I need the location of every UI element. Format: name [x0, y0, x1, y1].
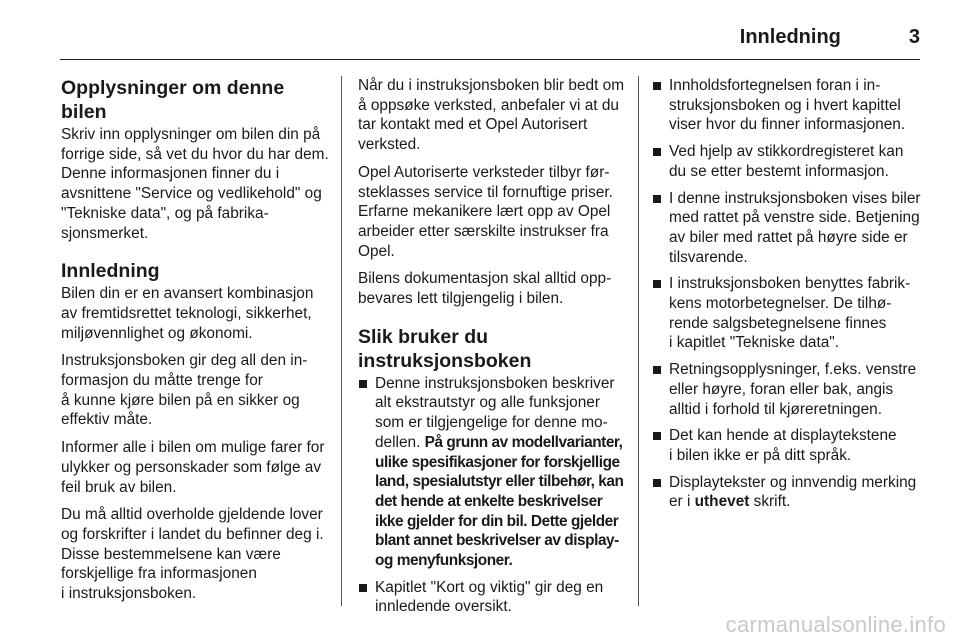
paragraph: Informer alle i bilen om mulige farer for ulykker og personskader som følge av feil bruk av bilen. — [61, 439, 325, 496]
list-item-text: I denne instruksjonsboken vises biler med rattet på venstre side. Betjening av biler med rattet på høyre side er tilsvarende. — [669, 189, 921, 266]
heading-how-to-use — [358, 325, 628, 373]
column-divider-1 — [341, 76, 342, 606]
text-line: å kunne kjøre bilen på en sikker og effektiv måte. — [61, 391, 300, 429]
list-item-text: Denne instruksjonsboken beskriver alt ekstrautstyr og alle funksjoner som er tilgjengelige for denne modellen. — [375, 374, 615, 451]
paragraph — [61, 505, 329, 604]
list-item — [358, 374, 628, 571]
list-item-text: Innholdsfortegnelsen foran i instruksjonsboken og i hvert kapittel viser hvor du finner informasjonen. — [669, 77, 906, 134]
list-item — [652, 360, 924, 419]
heading-line: instruksjonsboken — [358, 349, 532, 372]
column-3 — [652, 76, 924, 519]
bullet-square-icon — [359, 584, 367, 592]
list-item-text: Det kan hende at displaytekstene — [669, 427, 897, 445]
list-item — [652, 76, 924, 135]
text-line: Instruksjonsboken gir deg all den informasjon du måtte trenge for — [61, 352, 308, 390]
paragraph: Når du i instruksjonsboken blir bedt om å oppsøke verksted, anbefaler vi at du tar kontakt med et Opel Autorisert verksted. — [358, 77, 625, 154]
bullet-square-icon — [653, 366, 661, 374]
bullet-square-icon — [653, 280, 661, 288]
list-item-text: Kapitlet "Kort og viktig" gir deg en innledende oversikt. — [375, 578, 604, 616]
list-item — [358, 578, 628, 617]
list-item — [652, 274, 924, 353]
paragraph: Opel Autoriserte verksteder tilbyr førsteklasses service til fornuftige priser. Erfarne mekanikere lært opp av Opel arbeider etter særskilte instrukser fra Opel. — [358, 163, 613, 260]
bullet-square-icon — [653, 148, 661, 156]
list-item-text: Displaytekster og innvendig merking er i — [669, 473, 917, 511]
list-item-bold-text: uthevet — [694, 493, 750, 511]
list-item-text: Retningsopplysninger, f.eks. venstre eller høyre, foran eller bak, angis alltid i forhold til kjøreretningen. — [669, 361, 917, 418]
page-number: 3 — [908, 25, 920, 48]
bullet-square-icon — [653, 432, 661, 440]
paragraph: Bilens dokumentasjon skal alltid oppbevares lett tilgjengelig i bilen. — [358, 270, 612, 308]
watermark: carmanualsonline.info — [725, 612, 946, 637]
list-item-text: I instruksjonsboken benyttes fabrikkens motorbetegnelser. De tilhørende salgsbetegnelsene finnes — [669, 275, 911, 332]
paragraph: Bilen din er en avansert kombinasjon av fremtidsrettet teknologi, sikkerhet, miljøvennlighet og økonomi. — [61, 285, 314, 342]
header-rule — [60, 59, 920, 60]
text-line: Du må alltid overholde gjeldende lover og forskrifter i landet du befinner deg i. Disse bestemmelsene kan være forskjellige fra informasjonen — [61, 506, 324, 583]
bullet-square-icon — [653, 479, 661, 487]
paragraph — [61, 351, 329, 430]
bullet-square-icon — [359, 380, 367, 388]
page-header — [60, 18, 920, 56]
column-divider-2 — [638, 76, 639, 606]
heading-line: Slik bruker du — [358, 325, 489, 348]
heading-vehicle-info: Opplysninger om denne bilen — [61, 77, 285, 123]
list-item-text: i kapitlet "Tekniske data". — [669, 334, 840, 352]
column-2 — [358, 76, 628, 624]
bullet-square-icon — [653, 195, 661, 203]
heading-introduction: Innledning — [61, 260, 160, 283]
list-item-text: skrift. — [749, 493, 791, 511]
list-item — [652, 189, 924, 268]
bullet-square-icon — [653, 82, 661, 90]
bullet-list — [652, 76, 924, 512]
list-item-bold-text: På grunn av modellvarianter, ulike spesifikasjoner for forskjellige land, spesialutstyr eller tilbehør, kan det hende at enkelte beskrivelser ikke gjelder for din bil. Dette gjelder blant annet beskrivelser av display- og menyfunksjoner. — [375, 433, 624, 570]
text-line: i instruksjonsboken. — [61, 585, 197, 603]
column-1 — [61, 76, 329, 612]
list-item — [652, 473, 924, 512]
list-item — [652, 426, 924, 465]
list-item-text: Ved hjelp av stikkordregisteret kan du se etter bestemt informasjon. — [669, 143, 904, 180]
paragraph: Skriv inn opplysninger om bilen din på forrige side, så vet du hvor du har dem. Denne informasjonen finner du i avsnittene "Service og vedlikehold" og "Tekniske data", og på fabrikasjonsmerket. — [61, 126, 329, 242]
section-title: Innledning — [739, 25, 841, 48]
list-item — [652, 142, 924, 181]
list-item-text: i bilen ikke er på ditt språk. — [669, 446, 852, 464]
bullet-list — [358, 374, 628, 617]
